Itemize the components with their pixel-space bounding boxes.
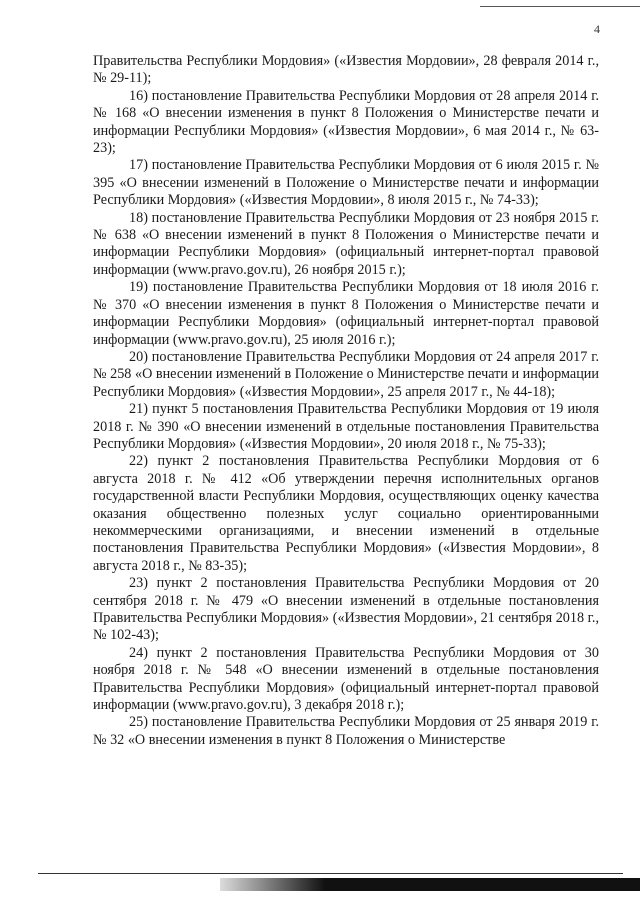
page-number: 4 (594, 22, 600, 36)
paragraph-continuation: Правительства Республики Мордовия» («Известия Мордовии», 28 февраля 2014 г., № 29-11); (93, 53, 599, 87)
list-item-21: 21) пункт 5 постановления Правительства Республики Мордовия от 19 июля 2018 г. № 390 «О внесении изменений в отдельные постановления Правительства Республики Мордовия» («Известия Мордовии», 20 июля 2018 г., № 75-33); (93, 401, 599, 452)
scan-artifact-top (480, 6, 640, 7)
list-item-25: 25) постановление Правительства Республики Мордовия от 25 января 2019 г. № 32 «О внесении изменения в пункт 8 Положения о Министерстве (93, 714, 599, 748)
list-item-16: 16) постановление Правительства Республики Мордовия от 28 апреля 2014 г. № 168 «О внесении изменения в пункт 8 Положения о Министерстве печати и информации Республики Мордовия» («Известия Мордовии», 6 мая 2014 г., № 63-23); (93, 87, 599, 157)
list-item-22: 22) пункт 2 постановления Правительства Республики Мордовия от 6 августа 2018 г. № 412 «Об утверждении перечня исполнительных органов государственной власти Республики Мордовия, осуществляющих оценку качества оказания общественно полезных услуг социально ориентированными некоммерческими организациями, и внесении изменений в отдельные постановления Правительства Республики Мордовия» («Известия Мордовии», 8 августа 2018 г., № 83-35); (93, 453, 599, 574)
scan-artifact-bottom-line (38, 873, 623, 874)
document-body (93, 53, 599, 749)
list-item-20: 20) постановление Правительства Республики Мордовия от 24 апреля 2017 г. № 258 «О внесении изменений в Положение о Министерстве печати и информации Республики Мордовия» («Известия Мордовии», 25 апреля 2017 г., № 44-18); (93, 348, 599, 400)
scan-artifact-bottom-bar (220, 878, 640, 891)
list-item-23: 23) пункт 2 постановления Правительства Республики Мордовия от 20 сентября 2018 г. № 479 «О внесении изменений в отдельные постановления Правительства Республики Мордовия» («Известия Мордовии», 21 сентября 2018 г., № 102-43); (93, 575, 599, 644)
list-item-24: 24) пункт 2 постановления Правительства Республики Мордовия от 30 ноября 2018 г. № 548 «О внесении изменений в отдельные постановления Правительства Республики Мордовия» (официальный интернет-портал правовой информации (www.pravo.gov.ru), 3 декабря 2018 г.); (93, 644, 599, 714)
list-item-18: 18) постановление Правительства Республики Мордовия от 23 ноября 2015 г. № 638 «О внесении изменений в пункт 8 Положения о Министерстве печати и информации Республики Мордовия» (официальный интернет-портал правовой информации (www.pravo.gov.ru), 26 ноября 2015 г.); (93, 209, 599, 278)
list-item-17: 17) постановление Правительства Республики Мордовия от 6 июля 2015 г. № 395 «О внесении изменений в Положение о Министерстве печати и информации Республики Мордовия» («Известия Мордовии», 8 июля 2015 г., № 74-33); (93, 157, 599, 209)
list-item-19: 19) постановление Правительства Республики Мордовия от 18 июля 2016 г. № 370 «О внесении изменения в пункт 8 Положения о Министерстве печати и информации Республики Мордовия» (официальный интернет-портал правовой информации (www.pravo.gov.ru), 25 июля 2016 г.); (93, 279, 599, 348)
